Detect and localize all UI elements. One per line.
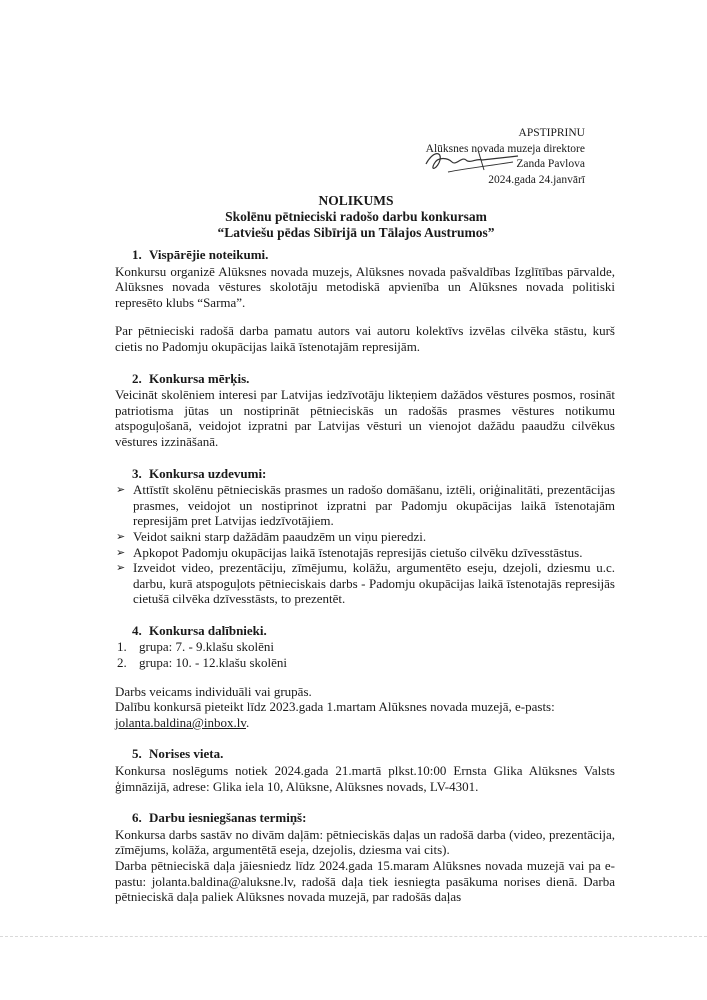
section-4-paragraph-2: Dalību konkursā pieteikt līdz 2023.gada 1.martam Alūksnes novada muzejā, e-pasts: [115, 699, 555, 715]
section-4-group-list [115, 639, 615, 670]
arrow-bullet-icon: ➢ [116, 529, 126, 543]
section-2-heading: 2. Konkursa mērķis. [132, 370, 250, 386]
section-4-heading: 4. Konkursa dalībnieki. [132, 622, 267, 638]
section-1-paragraph-2: Par pētnieciski radošā darba pamatu autors vai autoru kolektīvs izvēlas cilvēka stāstu, kurš cietis no Padomju okupācijas laikā īstenotajām represijām. [115, 323, 615, 354]
approval-label: APSTIPRINU [518, 127, 585, 139]
section-1-paragraph-1: Konkursu organizē Alūksnes novada muzejs, Alūksnes novada pašvaldības Izglītības pārvalde, Alūksnes novada vēstures skolotāju metodiskā apvienība un Alūksnes novada politiski represēto klubs “Sarma”. [115, 263, 615, 310]
title-nolikums: NOLIKUMS [318, 193, 394, 208]
section-2-paragraph: Veicināt skolēniem interesi par Latvijas iedzīvotāju likteņiem dažādos vēstures posmos, rosināt patriotisma jūtas un nostiprināt pētnieciskās un radošās prasmes vēstures notikumu atspoguļošanā, veidojot izpratni par Latvijas vēsturi un vienojot dažādu paaudžu cilvēkus vēstures izzināšanā. [115, 387, 615, 449]
section-3-task-list [115, 482, 615, 607]
page-edge-divider [0, 936, 707, 938]
section-1-heading: 1. Vispārējie noteikumi. [132, 247, 269, 262]
section-5-paragraph: Konkursa noslēgums notiek 2024.gada 21.martā plkst.10:00 Ernsta Glika Alūksnes Valsts ģimnāzijā, adrese: Glika iela 10, Alūksne, Alūksnes novads, LV-4301. [115, 763, 615, 794]
section-3-heading: 3. Konkursa uzdevumi: [132, 465, 267, 481]
arrow-bullet-icon: ➢ [116, 561, 126, 575]
email-link[interactable]: jolanta.baldina@inbox.lv [115, 714, 246, 730]
arrow-bullet-icon: ➢ [116, 545, 126, 559]
title-subtitle: Skolēnu pētnieciski radošo darbu konkursam [225, 209, 487, 224]
approval-name: Zanda Pavlova [516, 158, 585, 170]
section-6-paragraph-2: Darba pētnieciskā daļa jāiesniedz līdz 2024.gada 15.maram Alūksnes novada muzejā vai pa e-pastu: jolanta.baldina@aluksne.lv, radošā daļa tiek iesniegta pasākuma norises dienā. Darba pētnieciskā daļa paliek Alūksnes novada muzejā, par radošās daļas [115, 858, 615, 905]
list-item: ➢ Apkopot Padomju okupācijas laikā īstenotajās represijās cietušo cilvēku dzīvesstāstus. [116, 544, 583, 560]
approval-date: 2024.gada 24.janvārī [488, 173, 585, 186]
section-4-paragraph-1: Darbs veicams individuāli vai grupās. [115, 683, 312, 699]
list-item: ➢ Veidot saikni starp dažādām paaudzēm un viņu pieredzi. [116, 528, 427, 544]
list-item: 2. grupa: 10. - 12.klašu skolēni [117, 655, 288, 671]
title-contest-name: “Latviešu pēdas Sibīrijā un Tālajos Austrumos” [217, 225, 495, 240]
document-body [115, 247, 615, 905]
section-4-email-line: jolanta.baldina@inbox.lv. [115, 714, 250, 730]
document-title [96, 193, 616, 241]
approval-position: Alūksnes novada muzeja direktore [425, 142, 585, 155]
handwritten-signature [418, 142, 528, 182]
section-6-heading: 6. Darbu iesniegšanas termiņš: [132, 810, 307, 826]
section-5-heading: 5. Norises vieta. [132, 746, 224, 762]
list-item: 1. grupa: 7. - 9.klašu skolēni [117, 639, 275, 655]
list-item: ➢ Attīstīt skolēnu pētnieciskās prasmes un radošo domāšanu, iztēli, oriģinalitāti, prezentācijas prasmes, veidojot un nostiprinot izpratni par Padomju okupācijas laikā īstenotajām represijām pret Latvijas iedzīvotājiem. [116, 482, 615, 529]
section-6-paragraph-1: Konkursa darbs sastāv no divām daļām: pētnieciskās daļas un radošā darba (video, prezentācija, zīmējums, kolāža, argumentētā eseja, dzejolis, dziesma vai cits). [115, 826, 615, 858]
list-item: ➢ Izveidot video, prezentāciju, zīmējumu, kolāžu, argumentēto eseju, dzejoli, dziesmu u.c. darbu, kurā atspoguļots pētnieciskais darbs - Padomju okupācijas laikā īstenotajās represijās cietušā cilvēka dzīvesstāsts, to prezentēt. [116, 560, 615, 607]
arrow-bullet-icon: ➢ [116, 483, 126, 497]
